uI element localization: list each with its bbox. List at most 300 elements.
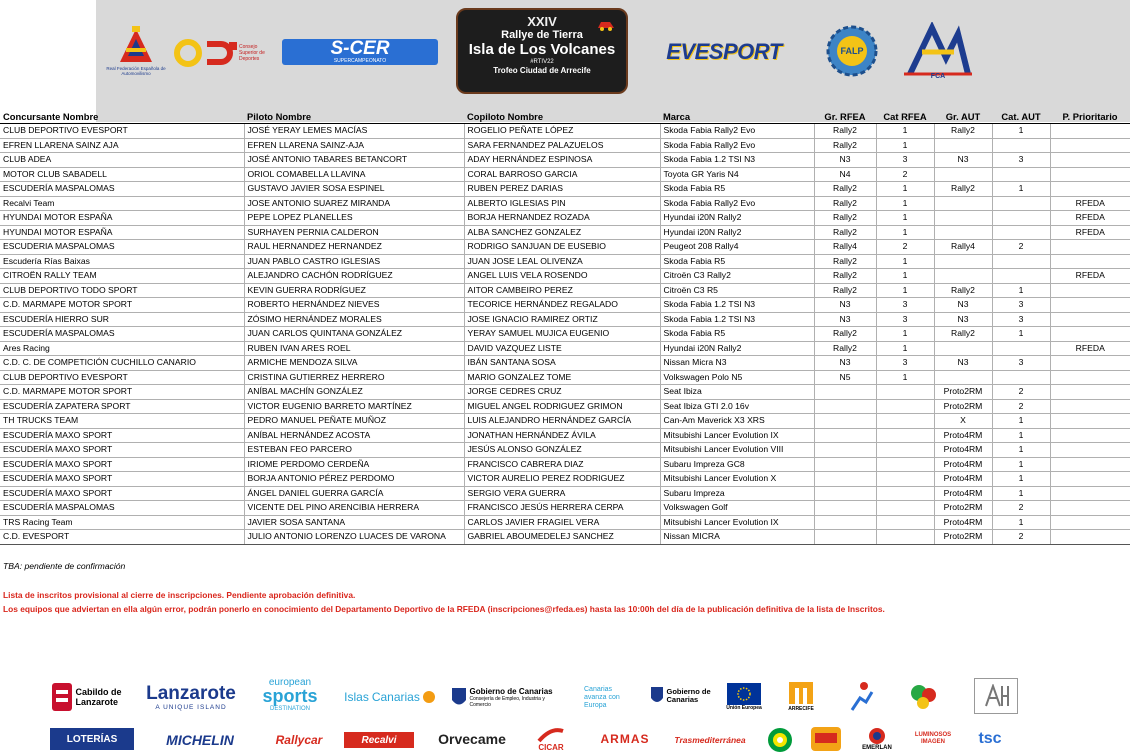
gr-rfea-cell: Rally2 <box>814 327 876 342</box>
gr-rfea-cell: Rally4 <box>814 240 876 255</box>
cat-rfea-cell <box>876 399 934 414</box>
orvecame-label: Orvecame <box>438 731 506 747</box>
gobierno-2-shield-icon <box>650 686 664 706</box>
event-name-1: Rallye de Tierra <box>501 29 583 41</box>
gr-aut-cell: Rally2 <box>934 182 992 197</box>
p-prioritario-cell <box>1050 472 1130 487</box>
gr-rfea-cell: Rally2 <box>814 254 876 269</box>
p-prioritario-cell <box>1050 356 1130 371</box>
concursante-cell: CITROËN RALLY TEAM <box>0 269 244 284</box>
gr-aut-cell: Proto4RM <box>934 443 992 458</box>
table-row <box>0 457 1130 472</box>
p-prioritario-cell <box>1050 312 1130 327</box>
table-row <box>0 327 1130 342</box>
armas-logo <box>590 728 660 750</box>
cat-aut-cell: 1 <box>992 414 1050 429</box>
gr-rfea-cell <box>814 501 876 516</box>
ah-emblem-icon <box>983 684 1009 708</box>
cat-aut-cell <box>992 196 1050 211</box>
copiloto-cell: DAVID VAZQUEZ LISTE <box>464 341 660 356</box>
islas-canarias-logo <box>344 682 436 712</box>
gr-aut-cell: Proto4RM <box>934 486 992 501</box>
destination-label: DESTINATION <box>270 706 310 712</box>
union-europea-logo <box>724 680 764 714</box>
concursante-cell: HYUNDAI MOTOR ESPAÑA <box>0 211 244 226</box>
p-prioritario-cell <box>1050 501 1130 516</box>
concursante-cell: ESCUDERIA MASPALOMAS <box>0 240 244 255</box>
table-row <box>0 196 1130 211</box>
gr-rfea-header: Gr. RFEA <box>814 110 876 124</box>
p-prioritario-cell <box>1050 167 1130 182</box>
cat-rfea-cell: 1 <box>876 327 934 342</box>
cat-aut-cell: 1 <box>992 182 1050 197</box>
cat-rfea-cell: 2 <box>876 167 934 182</box>
table-row <box>0 225 1130 240</box>
concursante-cell: CLUB DEPORTIVO EVESPORT <box>0 370 244 385</box>
gr-aut-cell <box>934 196 992 211</box>
table-row <box>0 211 1130 226</box>
cat-aut-cell: 1 <box>992 124 1050 139</box>
event-badge <box>456 8 628 94</box>
gr-aut-cell: Proto4RM <box>934 472 992 487</box>
piloto-cell: CRISTINA GUTIERREZ HERRERO <box>244 370 464 385</box>
concursante-cell: Ares Racing <box>0 341 244 356</box>
gr-rfea-cell: Rally2 <box>814 196 876 211</box>
marca-cell: Mitsubishi Lancer Evolution IX <box>660 428 814 443</box>
cat-rfea-cell: 3 <box>876 312 934 327</box>
table-row <box>0 501 1130 516</box>
p-prioritario-cell <box>1050 385 1130 400</box>
piloto-cell: ANÍBAL HERNÁNDEZ ACOSTA <box>244 428 464 443</box>
fca-label: FCA <box>930 73 946 80</box>
event-edition: XXIV <box>527 14 557 29</box>
gr-rfea-cell <box>814 443 876 458</box>
trasmediterranea-logo <box>668 728 752 752</box>
bp-helios-icon <box>767 727 793 753</box>
table-row <box>0 399 1130 414</box>
table-row <box>0 341 1130 356</box>
p-prioritario-cell <box>1050 530 1130 545</box>
cat-aut-cell <box>992 341 1050 356</box>
copiloto-cell: SARA FERNANDEZ PALAZUELOS <box>464 138 660 153</box>
cat-aut-cell: 3 <box>992 356 1050 371</box>
entry-list-table <box>0 110 1130 545</box>
table-row <box>0 138 1130 153</box>
gr-rfea-cell: Rally2 <box>814 269 876 284</box>
european-sports-logo <box>250 676 330 716</box>
scer-sub: SUPERCAMPEONATO <box>333 58 387 64</box>
concursante-cell: C.D. C. DE COMPETICIÓN CUCHILLO CANARIO <box>0 356 244 371</box>
cat-rfea-cell <box>876 501 934 516</box>
cat-rfea-cell: 1 <box>876 182 934 197</box>
piloto-cell: SURHAYEN PERNIA CALDERON <box>244 225 464 240</box>
piloto-cell: JOSÉ ANTONIO TABARES BETANCORT <box>244 153 464 168</box>
evesport-logo <box>644 38 804 66</box>
p-prioritario-cell <box>1050 486 1130 501</box>
table-row <box>0 428 1130 443</box>
canarias-avanza-label: Canarias avanza con Europa <box>584 686 620 709</box>
piloto-cell: ÁNGEL DANIEL GUERRA GARCÍA <box>244 486 464 501</box>
cat-aut-cell <box>992 138 1050 153</box>
luminosos-label: LUMINOSOS IMAGEN <box>914 732 952 745</box>
cat-rfea-cell <box>876 428 934 443</box>
concursante-cell: ESCUDERÍA MAXO SPORT <box>0 457 244 472</box>
cat-rfea-cell <box>876 530 934 545</box>
gr-aut-cell: Rally2 <box>934 327 992 342</box>
cat-aut-cell: 1 <box>992 327 1050 342</box>
concursante-cell: CLUB DEPORTIVO EVESPORT <box>0 124 244 139</box>
table-row <box>0 370 1130 385</box>
piloto-cell: KEVIN GUERRA RODRÍGUEZ <box>244 283 464 298</box>
concursante-cell: HYUNDAI MOTOR ESPAÑA <box>0 225 244 240</box>
gr-rfea-cell: Rally2 <box>814 182 876 197</box>
cabildo-logo <box>50 680 132 714</box>
gr-aut-cell <box>934 138 992 153</box>
canarias-label: Canarias <box>371 690 420 704</box>
copiloto-header: Copiloto Nombre <box>464 110 660 124</box>
piloto-cell: PEPE LOPEZ PLANELLES <box>244 211 464 226</box>
cat-aut-cell <box>992 225 1050 240</box>
copiloto-cell: MIGUEL ANGEL RODRIGUEZ GRIMON <box>464 399 660 414</box>
marca-cell: Subaru Impreza <box>660 486 814 501</box>
concursante-cell: TRS Racing Team <box>0 515 244 530</box>
p-prioritario-cell <box>1050 138 1130 153</box>
copiloto-cell: ANGEL LUIS VELA ROSENDO <box>464 269 660 284</box>
copiloto-cell: RUBEN PEREZ DARIAS <box>464 182 660 197</box>
concursante-cell: ESCUDERÍA MAXO SPORT <box>0 428 244 443</box>
gr-rfea-cell: N3 <box>814 312 876 327</box>
cat-aut-cell: 1 <box>992 443 1050 458</box>
csd-emblem-icon <box>173 38 239 68</box>
marca-cell: Skoda Fabia Rally2 Evo <box>660 138 814 153</box>
gr-aut-cell: Proto2RM <box>934 530 992 545</box>
sun-icon <box>422 690 436 704</box>
gr-aut-cell: Proto4RM <box>934 457 992 472</box>
piloto-cell: BORJA ANTONIO PÉREZ PERDOMO <box>244 472 464 487</box>
copiloto-cell: RODRIGO SANJUAN DE EUSEBIO <box>464 240 660 255</box>
concursante-cell: C.D. MARMAPE MOTOR SPORT <box>0 385 244 400</box>
gr-aut-cell <box>934 211 992 226</box>
gobierno-text <box>470 688 562 708</box>
tsc-logo <box>970 726 1010 752</box>
cat-aut-cell: 3 <box>992 312 1050 327</box>
lanzarote-label: Lanzarote <box>146 682 236 704</box>
concursante-cell: Recalvi Team <box>0 196 244 211</box>
cuco-emblem-icon <box>809 725 843 753</box>
michelin-label: MICHELIN <box>166 732 234 748</box>
piloto-cell: IRIOME PERDOMO CERDEÑA <box>244 457 464 472</box>
cat-rfea-cell: 2 <box>876 240 934 255</box>
event-trophy: Trofeo Ciudad de Arrecife <box>493 66 591 75</box>
cat-aut-cell: 2 <box>992 530 1050 545</box>
gobierno-label: Gobierno de Canarias <box>469 687 553 696</box>
cat-rfea-header: Cat RFEA <box>876 110 934 124</box>
marca-cell: Skoda Fabia R5 <box>660 254 814 269</box>
copiloto-cell: IBÁN SANTANA SOSA <box>464 356 660 371</box>
marca-cell: Nissan Micra N3 <box>660 356 814 371</box>
table-row <box>0 283 1130 298</box>
p-prioritario-cell <box>1050 399 1130 414</box>
lanzarote-deportes-logo <box>900 678 948 716</box>
rallycar-label: Rallycar <box>275 733 323 747</box>
gr-aut-cell: N3 <box>934 298 992 313</box>
gr-rfea-cell: Rally2 <box>814 283 876 298</box>
sports-label: sports <box>262 686 318 706</box>
concursante-cell: ESCUDERÍA MAXO SPORT <box>0 486 244 501</box>
piloto-cell: EFREN LLARENA SAINZ-AJA <box>244 138 464 153</box>
copiloto-cell: GABRIEL ABOUMEDELEJ SANCHEZ <box>464 530 660 545</box>
gr-rfea-cell: N3 <box>814 298 876 313</box>
cat-aut-cell <box>992 167 1050 182</box>
trasmed-label: Trasmediterránea <box>674 735 746 745</box>
copiloto-cell: ROGELIO PEÑATE LÓPEZ <box>464 124 660 139</box>
cat-rfea-cell: 1 <box>876 370 934 385</box>
cat-rfea-cell <box>876 472 934 487</box>
copiloto-cell: JORGE CEDRES CRUZ <box>464 385 660 400</box>
gobierno-sub: Consejería de Empleo, Industria y Comercio <box>469 696 545 708</box>
p-prioritario-cell: RFEDA <box>1050 196 1130 211</box>
armas-label: ARMAS <box>600 732 650 746</box>
marca-cell: Skoda Fabia R5 <box>660 327 814 342</box>
scer-label: S-CER <box>330 38 390 59</box>
piloto-cell: ALEJANDRO CACHÓN RODRÍGUEZ <box>244 269 464 284</box>
cat-aut-cell: 2 <box>992 385 1050 400</box>
copiloto-cell: JOSE IGNACIO RAMIREZ ORTIZ <box>464 312 660 327</box>
concursante-header: Concursante Nombre <box>0 110 244 124</box>
event-name-2: Isla de Los Volcanes <box>468 41 616 58</box>
table-row <box>0 312 1130 327</box>
piloto-cell: RUBEN IVAN ARES ROEL <box>244 341 464 356</box>
table-row <box>0 240 1130 255</box>
p-prioritario-cell <box>1050 182 1130 197</box>
cabildo-emblem-icon <box>51 682 73 712</box>
concursante-cell: MOTOR CLUB SABADELL <box>0 167 244 182</box>
gr-aut-cell <box>934 225 992 240</box>
cat-aut-cell <box>992 370 1050 385</box>
p-prioritario-cell <box>1050 443 1130 458</box>
cabildo-label: Cabildo de Lanzarote <box>75 687 122 707</box>
ah-logo <box>974 678 1018 714</box>
cat-rfea-cell: 3 <box>876 298 934 313</box>
table-row <box>0 124 1130 139</box>
p-prioritario-cell: RFEDA <box>1050 225 1130 240</box>
cat-rfea-cell: 1 <box>876 341 934 356</box>
marca-cell: Mitsubishi Lancer Evolution VIII <box>660 443 814 458</box>
gr-aut-cell: N3 <box>934 356 992 371</box>
luminosos-logo <box>908 726 958 752</box>
european-label: european <box>268 677 312 688</box>
gr-rfea-cell: Rally2 <box>814 341 876 356</box>
copiloto-cell: JUAN JOSE LEAL OLIVENZA <box>464 254 660 269</box>
cat-rfea-cell <box>876 385 934 400</box>
fca-logo <box>900 22 976 80</box>
emerlan-logo <box>854 724 900 754</box>
runner-icon <box>844 680 878 714</box>
concursante-cell: ESCUDERÍA MASPALOMAS <box>0 327 244 342</box>
piloto-cell: JOSÉ YERAY LEMES MACÍAS <box>244 124 464 139</box>
concursante-cell: ESCUDERÍA MAXO SPORT <box>0 472 244 487</box>
cat-aut-cell: 1 <box>992 283 1050 298</box>
gr-rfea-cell: Rally2 <box>814 124 876 139</box>
marca-cell: Skoda Fabia Rally2 Evo <box>660 124 814 139</box>
gr-rfea-cell: N3 <box>814 153 876 168</box>
eu-flag-icon <box>727 683 761 705</box>
table-row <box>0 269 1130 284</box>
table-header-row <box>0 110 1130 124</box>
p-prioritario-cell <box>1050 298 1130 313</box>
piloto-cell: JUAN CARLOS QUINTANA GONZÁLEZ <box>244 327 464 342</box>
concursante-cell: ESCUDERÍA ZAPATERA SPORT <box>0 399 244 414</box>
piloto-cell: RAUL HERNANDEZ HERNANDEZ <box>244 240 464 255</box>
cat-rfea-cell: 1 <box>876 124 934 139</box>
concursante-cell: EFREN LLARENA SAINZ AJA <box>0 138 244 153</box>
cat-aut-cell <box>992 254 1050 269</box>
cat-aut-cell: 1 <box>992 472 1050 487</box>
piloto-cell: ZÓSIMO HERNÁNDEZ MORALES <box>244 312 464 327</box>
marca-cell: Hyundai i20N Rally2 <box>660 341 814 356</box>
arrecife-label: ARRECIFE <box>788 706 814 712</box>
p-prioritario-cell <box>1050 254 1130 269</box>
piloto-cell: GUSTAVO JAVIER SOSA ESPINEL <box>244 182 464 197</box>
provisional-note: Lista de inscritos provisional al cierre de inscripciones. Pendiente aprobación definitiva. <box>3 590 356 600</box>
concursante-cell: CLUB DEPORTIVO TODO SPORT <box>0 283 244 298</box>
table-row <box>0 182 1130 197</box>
cicar-label: CICAR <box>538 742 564 752</box>
cat-aut-cell: 2 <box>992 240 1050 255</box>
gr-aut-cell <box>934 341 992 356</box>
cat-aut-cell <box>992 211 1050 226</box>
piloto-cell: PEDRO MANUEL PEÑATE MUÑOZ <box>244 414 464 429</box>
p-prioritario-cell <box>1050 457 1130 472</box>
piloto-cell: ROBERTO HERNÁNDEZ NIEVES <box>244 298 464 313</box>
gr-aut-cell: Proto4RM <box>934 428 992 443</box>
csd-logo <box>170 36 278 70</box>
marca-cell: Skoda Fabia 1.2 TSI N3 <box>660 312 814 327</box>
concursante-cell: CLUB ADEA <box>0 153 244 168</box>
ue-label: Unión Europea <box>726 705 762 711</box>
cicar-logo <box>528 724 574 754</box>
cat-aut-cell: 2 <box>992 399 1050 414</box>
scer-logo <box>282 39 438 65</box>
gr-aut-cell <box>934 370 992 385</box>
p-prioritario-cell <box>1050 327 1130 342</box>
copiloto-cell: MARIO GONZALEZ TOME <box>464 370 660 385</box>
marca-cell: Citroën C3 R5 <box>660 283 814 298</box>
evesport-label: EVESPORT <box>666 39 782 64</box>
piloto-cell: ESTEBAN FEO PARCERO <box>244 443 464 458</box>
gr-rfea-cell: Rally2 <box>814 211 876 226</box>
p-prioritario-cell <box>1050 240 1130 255</box>
arrecife-deportes-logo <box>836 678 886 716</box>
copiloto-cell: YERAY SAMUEL MUJICA EUGENIO <box>464 327 660 342</box>
piloto-cell: ANÍBAL MACHÍN GONZÁLEZ <box>244 385 464 400</box>
copiloto-cell: JONATHAN HERNÁNDEZ ÁVILA <box>464 428 660 443</box>
gr-rfea-cell: N5 <box>814 370 876 385</box>
concursante-cell: ESCUDERÍA MAXO SPORT <box>0 443 244 458</box>
piloto-cell: JULIO ANTONIO LORENZO LUACES DE VARONA <box>244 530 464 545</box>
concursante-cell: TH TRUCKS TEAM <box>0 414 244 429</box>
table-row <box>0 443 1130 458</box>
cat-rfea-cell: 1 <box>876 269 934 284</box>
gr-rfea-cell <box>814 530 876 545</box>
table-body <box>0 124 1130 545</box>
table-row <box>0 486 1130 501</box>
copiloto-cell: CORAL BARROSO GARCIA <box>464 167 660 182</box>
gr-aut-cell <box>934 167 992 182</box>
arrecife-logo <box>780 678 822 714</box>
marca-cell: Skoda Fabia 1.2 TSI N3 <box>660 298 814 313</box>
rfea-label: Real Federación Española de Automovilismo <box>106 66 166 76</box>
emerlan-emblem-icon <box>866 727 888 745</box>
cat-aut-header: Cat. AUT <box>992 110 1050 124</box>
falp-logo <box>822 24 882 78</box>
gr-aut-cell: X <box>934 414 992 429</box>
rfea-emblem-icon <box>116 26 156 66</box>
gobierno-canarias-logo <box>448 682 564 714</box>
gr-aut-cell: Rally2 <box>934 124 992 139</box>
concursante-cell: ESCUDERÍA MASPALOMAS <box>0 182 244 197</box>
cat-aut-cell <box>992 269 1050 284</box>
gobierno-canarias-2-logo <box>648 682 720 710</box>
copiloto-cell: ALBERTO IGLESIAS PIN <box>464 196 660 211</box>
cat-rfea-cell <box>876 443 934 458</box>
cat-rfea-cell <box>876 414 934 429</box>
marca-cell: Mitsubishi Lancer Evolution IX <box>660 515 814 530</box>
islas-label: Islas <box>344 690 369 704</box>
cat-rfea-cell: 1 <box>876 211 934 226</box>
p-prioritario-cell <box>1050 414 1130 429</box>
marca-cell: Toyota GR Yaris N4 <box>660 167 814 182</box>
swirl-icon <box>907 681 941 713</box>
cat-rfea-cell: 3 <box>876 356 934 371</box>
rally-car-icon <box>596 18 616 32</box>
gr-aut-cell: Proto4RM <box>934 515 992 530</box>
marca-cell: Nissan MICRA <box>660 530 814 545</box>
p-prioritario-cell <box>1050 153 1130 168</box>
piloto-cell: JAVIER SOSA SANTANA <box>244 515 464 530</box>
cicar-swoosh-icon <box>537 727 565 743</box>
cat-aut-cell: 3 <box>992 298 1050 313</box>
gr-aut-cell: Proto2RM <box>934 385 992 400</box>
csd-label: Consejo Superior de Deportes <box>239 44 265 62</box>
p-prioritario-cell <box>1050 124 1130 139</box>
bp-logo <box>764 726 796 754</box>
errors-note: Los equipos que adviertan en ella algún error, podrán ponerlo en conocimiento del Departamento Deportivo de la RFEDA (inscripciones@rfeda.es) hasta las 10:00h del día de la publicación definitiva de la lista de Inscritos. <box>3 604 885 614</box>
marca-cell: Citroën C3 Rally2 <box>660 269 814 284</box>
copiloto-cell: ADAY HERNÁNDEZ ESPINOSA <box>464 153 660 168</box>
piloto-cell: VICTOR EUGENIO BARRETO MARTÍNEZ <box>244 399 464 414</box>
marca-header: Marca <box>660 110 814 124</box>
gr-rfea-cell <box>814 457 876 472</box>
copiloto-cell: FRANCISCO CABRERA DIAZ <box>464 457 660 472</box>
loterias-label: LOTERÍAS <box>66 733 118 745</box>
gr-rfea-cell <box>814 385 876 400</box>
marca-cell: Skoda Fabia R5 <box>660 182 814 197</box>
table-row <box>0 356 1130 371</box>
piloto-cell: ARMICHE MENDOZA SILVA <box>244 356 464 371</box>
cat-aut-cell: 2 <box>992 501 1050 516</box>
marca-cell: Subaru Impreza GC8 <box>660 457 814 472</box>
copiloto-cell: ALBA SANCHEZ GONZALEZ <box>464 225 660 240</box>
gr-rfea-cell: Rally2 <box>814 138 876 153</box>
gr-aut-cell: N3 <box>934 312 992 327</box>
table-row <box>0 153 1130 168</box>
gobierno-shield-icon <box>451 687 467 709</box>
piloto-cell: JOSE ANTONIO SUAREZ MIRANDA <box>244 196 464 211</box>
concursante-cell: C.D. MARMAPE MOTOR SPORT <box>0 298 244 313</box>
concursante-cell: C.D. EVESPORT <box>0 530 244 545</box>
rallycar-logo <box>266 730 332 750</box>
